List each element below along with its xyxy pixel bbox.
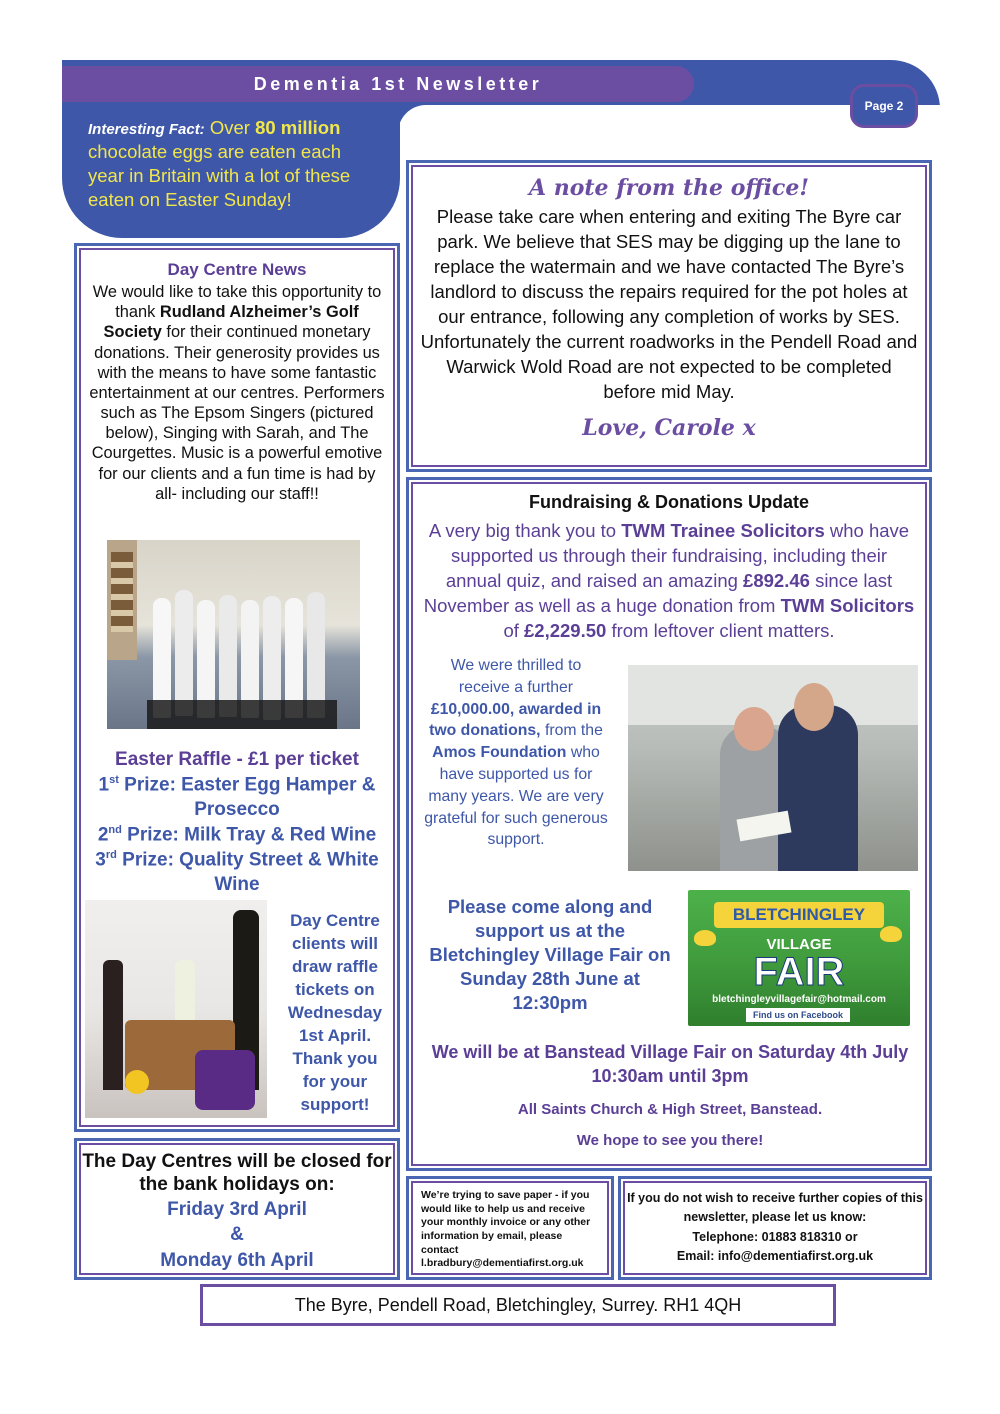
closed-date-1: Friday 3rd April	[167, 1198, 307, 1220]
banstead-line-3: We hope to see you there!	[576, 1131, 764, 1149]
logo-facebook: Find us on Facebook	[746, 1008, 850, 1022]
unsubscribe-phone: Telephone: 01883 818310 or	[692, 1229, 858, 1244]
raffle-draw-text: Day Centre clients will draw raffle tickets on Wednesday 1st April. Thank you for your support!	[287, 911, 383, 1114]
logo-banner: BLETCHINGLEY	[714, 902, 884, 928]
save-paper-email[interactable]: l.bradbury@dementiafirst.org.uk	[421, 1257, 584, 1270]
fact-pre: Over	[209, 117, 250, 138]
golf-society-name: Rudland Alzheimer’s Golf Society	[103, 303, 359, 342]
office-note-heading: A note from the office!	[529, 175, 809, 201]
fund-text-g: of	[503, 619, 519, 641]
fundraising-body	[409, 513, 929, 644]
banstead-line-1: We will be at Banstead Village Fair on Saturday 4th July 10:30am until 3pm	[431, 1042, 909, 1087]
closed-line: The Day Centres will be closed for the bank holidays on:	[82, 1151, 392, 1195]
prize-1-sup: st	[109, 773, 119, 786]
logo-email: bletchingleyvillagefair@hotmail.com	[712, 994, 886, 1005]
prize-2-num: 2	[97, 824, 109, 846]
logo-village: VILLAGE	[766, 936, 832, 953]
fundraising-heading: Fundraising & Donations Update	[528, 492, 809, 512]
amos-text-c: from the	[544, 722, 603, 740]
easter-raffle	[80, 748, 394, 898]
raffle-second-prize	[80, 823, 394, 848]
page-number-badge: Page 2	[850, 84, 918, 128]
cheque-presentation-photo	[628, 665, 918, 871]
bank-holiday-panel	[74, 1138, 400, 1280]
office-note-panel	[406, 160, 932, 472]
bletchingley-fair-logo	[688, 890, 910, 1026]
bletchingley-invite: Please come along and support us at the Bletchingley Village Fair on Sunday 28th June at 12:30pm	[429, 896, 671, 1014]
raffle-title: Easter Raffle - £1 per ticket	[115, 749, 359, 770]
raffle-prizes-photo	[85, 900, 267, 1118]
banstead-line-2: All Saints Church & High Street, Banstead.	[517, 1100, 823, 1118]
day-centre-text-2: for their continued monetary donations. Their generosity provides us with the means to have some fantastic entertainment at our centres. Performers such as The Epsom Singers (pictured below), Singing with Sarah, and The Courgettes. Music is a powerful emotive for our clients and a fun time is had by all- including our staff!!	[89, 323, 385, 503]
prize-3-num: 3	[95, 849, 106, 871]
office-note-body: Please take care when entering and exiting The Byre car park. We believe that SES may be digging up the lane to replace the watermain and we have contacted The Byre’s landlord to discuss the repairs required for the pot holes at our entrance, following any completion of works by SES. Unfortunately the current roadworks in the Pendell Road and Warwick Wold Road are not expected to be completed before mid May.	[420, 206, 918, 402]
raffle-third-prize	[80, 848, 394, 898]
unsubscribe-panel	[618, 1176, 932, 1280]
fact-highlight: 80 million	[255, 117, 341, 138]
logo-fair: FAIR	[753, 950, 845, 994]
fund-text-c: who have supported us through their fundraising, including their annual quiz, and raised an amazing	[445, 520, 910, 591]
fund-text-i: from leftover client matters.	[611, 619, 835, 641]
fund-text-a: A very big thank you to	[428, 520, 617, 541]
day-centre-text-1: We would like to take this opportunity to thank	[92, 283, 382, 322]
save-paper-text: We’re trying to save paper - if you would like to help us and receive your monthly invoice or any other information by email, please contact	[421, 1189, 591, 1256]
prize-1-num: 1	[98, 774, 110, 796]
fund-text-b: TWM Trainee Solicitors	[621, 520, 825, 541]
interesting-fact	[62, 102, 400, 238]
day-centre-heading: Day Centre News	[167, 260, 307, 279]
banstead-fair	[420, 1040, 920, 1149]
save-paper-panel	[406, 1176, 614, 1280]
amos-text-e: who have supported us for many years. We are very grateful for such generous support.	[424, 744, 608, 849]
prize-2-text: Prize: Milk Tray & Red Wine	[127, 824, 377, 846]
fund-amount-1: £892.46	[743, 569, 810, 591]
raffle-first-prize	[80, 773, 394, 823]
prize-2-sup: nd	[108, 823, 122, 836]
footer-address: The Byre, Pendell Road, Bletchingley, Surrey. RH1 4QH	[200, 1284, 836, 1326]
unsubscribe-text: If you do not wish to receive further copies of this newsletter, please let us know:	[627, 1191, 923, 1225]
amos-amount: £10,000.00, awarded in two donations,	[429, 700, 602, 740]
fact-rest: chocolate eggs are eaten each year in Britain with a lot of these eaten on Easter Sunday!	[88, 141, 351, 211]
fact-lead: Interesting Fact:	[88, 121, 205, 138]
day-centre-body	[77, 280, 397, 504]
closed-amp: &	[230, 1224, 244, 1246]
amos-foundation-name: Amos Foundation	[432, 744, 567, 762]
prize-3-sup: rd	[105, 849, 117, 862]
epsom-singers-photo	[107, 540, 360, 729]
office-note-signature: Love, Carole x	[582, 414, 756, 441]
amos-text-a: We were thrilled to receive a further	[450, 657, 582, 696]
prize-3-text: Prize: Quality Street & White Wine	[122, 849, 379, 896]
fund-text-e: since last November as well as a huge donation from	[423, 569, 893, 616]
amos-foundation-text	[424, 655, 608, 851]
closed-date-2: Monday 6th April	[160, 1249, 314, 1271]
unsubscribe-email[interactable]: Email: info@dementiafirst.org.uk	[676, 1249, 874, 1264]
fund-amount-2: £2,229.50	[524, 619, 607, 641]
newsletter-title: Dementia 1st Newsletter	[62, 66, 694, 102]
prize-1-text: Prize: Easter Egg Hamper & Prosecco	[124, 774, 376, 821]
fund-text-f: TWM Solicitors	[780, 594, 915, 616]
